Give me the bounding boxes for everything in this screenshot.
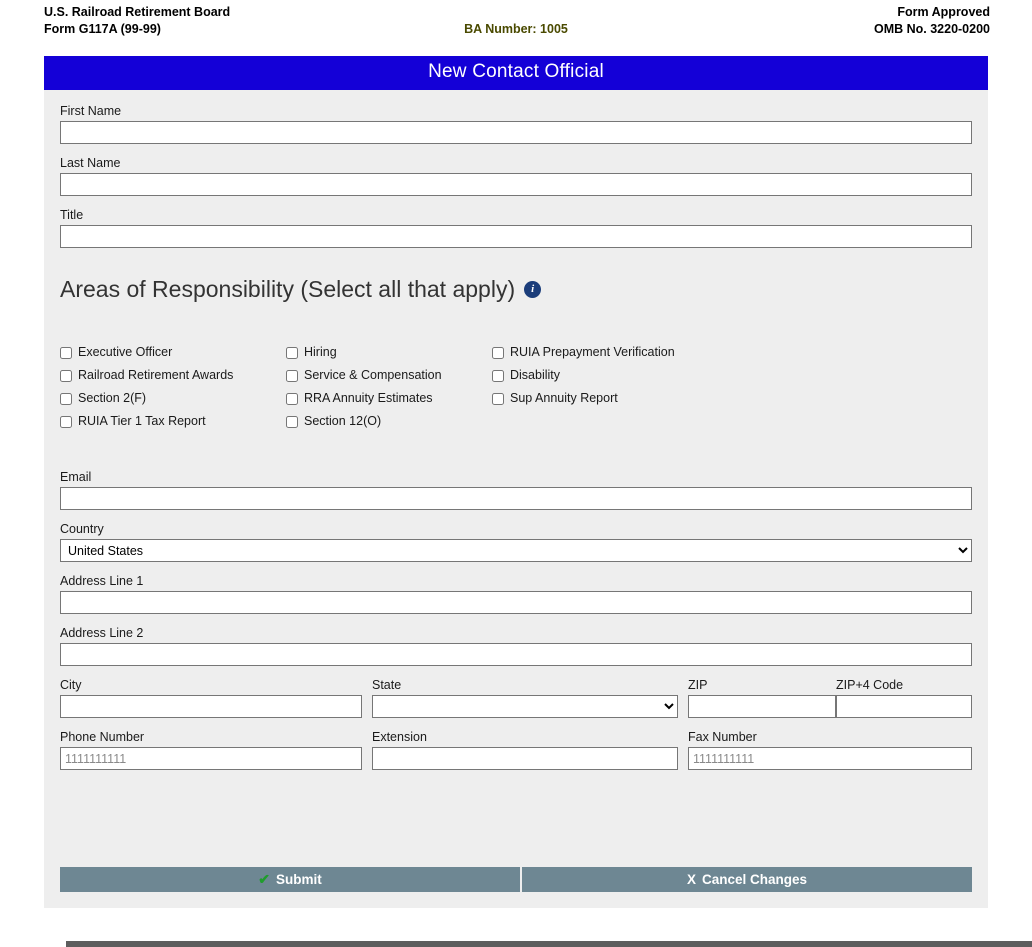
address-line-1-input[interactable] [60, 591, 972, 614]
fax-number-input[interactable] [688, 747, 972, 770]
responsibility-checkbox-grid [60, 345, 972, 428]
form-actions [60, 867, 972, 892]
checkbox-section-12o[interactable] [286, 414, 492, 428]
ba-number: BA Number: 1005 [464, 22, 568, 36]
checkbox-ruia-tier-1-tax-report[interactable] [60, 414, 286, 428]
checkbox-label: Section 12(O) [304, 414, 382, 428]
checkbox-disability[interactable] [492, 368, 972, 382]
info-icon[interactable]: i [524, 281, 541, 298]
omb-approval [874, 4, 990, 38]
checkbox-input[interactable] [492, 370, 504, 382]
address-line-2-label: Address Line 2 [60, 626, 144, 640]
cancel-button-label: Cancel Changes [701, 872, 808, 887]
checkbox-executive-officer[interactable] [60, 345, 286, 359]
agency-name: U.S. Railroad Retirement Board [44, 5, 231, 19]
checkbox-input[interactable] [286, 416, 298, 428]
extension-input[interactable] [372, 747, 678, 770]
window-bottom-edge [66, 941, 1032, 947]
checkbox-label: RUIA Prepayment Verification [510, 345, 675, 359]
checkbox-label: Railroad Retirement Awards [78, 368, 234, 382]
city-label: City [60, 678, 82, 692]
areas-of-responsibility-heading [60, 276, 972, 303]
checkbox-grid-filler [492, 414, 972, 428]
areas-of-responsibility-text: Areas of Responsibility (Select all that apply) [60, 276, 516, 302]
country-select[interactable] [60, 539, 972, 562]
checkbox-input[interactable] [492, 347, 504, 359]
checkbox-label: RRA Annuity Estimates [304, 391, 433, 405]
last-name-label: Last Name [60, 156, 121, 170]
phone-extension-fax-row [60, 730, 972, 770]
state-label: State [372, 678, 402, 692]
title-label: Title [60, 208, 84, 222]
first-name-label: First Name [60, 104, 122, 118]
form-header [0, 0, 1032, 46]
address-line-1-label: Address Line 1 [60, 574, 144, 588]
zip-label: ZIP [688, 678, 708, 692]
omb-number: OMB No. 3220-0200 [873, 22, 990, 36]
checkbox-railroad-retirement-awards[interactable] [60, 368, 286, 382]
checkbox-input[interactable] [60, 393, 72, 405]
fax-number-label: Fax Number [688, 730, 757, 744]
state-select[interactable] [372, 695, 678, 718]
checkbox-input[interactable] [286, 347, 298, 359]
email-label: Email [60, 470, 92, 484]
extension-label: Extension [372, 730, 427, 744]
checkbox-label: Disability [510, 368, 561, 382]
checkbox-service-and-compensation[interactable] [286, 368, 492, 382]
submit-button-label: Submit [275, 872, 322, 887]
check-icon: ✔ [258, 871, 270, 887]
checkbox-label: Sup Annuity Report [510, 391, 618, 405]
checkbox-input[interactable] [286, 393, 298, 405]
checkbox-input[interactable] [60, 416, 72, 428]
form-number: Form G117A (99-99) [44, 22, 161, 36]
checkbox-input[interactable] [60, 347, 72, 359]
city-state-zip-row [60, 678, 972, 718]
title-input[interactable] [60, 225, 972, 248]
cancel-changes-button[interactable] [522, 867, 972, 892]
email-input[interactable] [60, 487, 972, 510]
checkbox-input[interactable] [286, 370, 298, 382]
country-label: Country [60, 522, 104, 536]
zip4-label: ZIP+4 Code [836, 678, 904, 692]
phone-number-input[interactable] [60, 747, 362, 770]
checkbox-sup-annuity-report[interactable] [492, 391, 972, 405]
phone-number-label: Phone Number [60, 730, 145, 744]
checkbox-input[interactable] [60, 370, 72, 382]
last-name-input[interactable] [60, 173, 972, 196]
submit-button[interactable] [60, 867, 520, 892]
close-icon: X [686, 872, 696, 887]
checkbox-input[interactable] [492, 393, 504, 405]
contact-official-form [44, 90, 988, 908]
checkbox-ruia-prepayment-verification[interactable] [492, 345, 972, 359]
city-input[interactable] [60, 695, 362, 718]
checkbox-label: Hiring [304, 345, 337, 359]
address-line-2-input[interactable] [60, 643, 972, 666]
page-title: New Contact Official [44, 56, 988, 90]
checkbox-label: Executive Officer [78, 345, 173, 359]
zip-input[interactable] [688, 695, 836, 718]
first-name-input[interactable] [60, 121, 972, 144]
checkbox-hiring[interactable] [286, 345, 492, 359]
checkbox-label: RUIA Tier 1 Tax Report [78, 414, 206, 428]
checkbox-section-2f[interactable] [60, 391, 286, 405]
checkbox-label: Service & Compensation [304, 368, 442, 382]
checkbox-rra-annuity-estimates[interactable] [286, 391, 492, 405]
form-approved-label: Form Approved [897, 5, 990, 19]
checkbox-label: Section 2(F) [78, 391, 147, 405]
zip4-input[interactable] [836, 695, 972, 718]
